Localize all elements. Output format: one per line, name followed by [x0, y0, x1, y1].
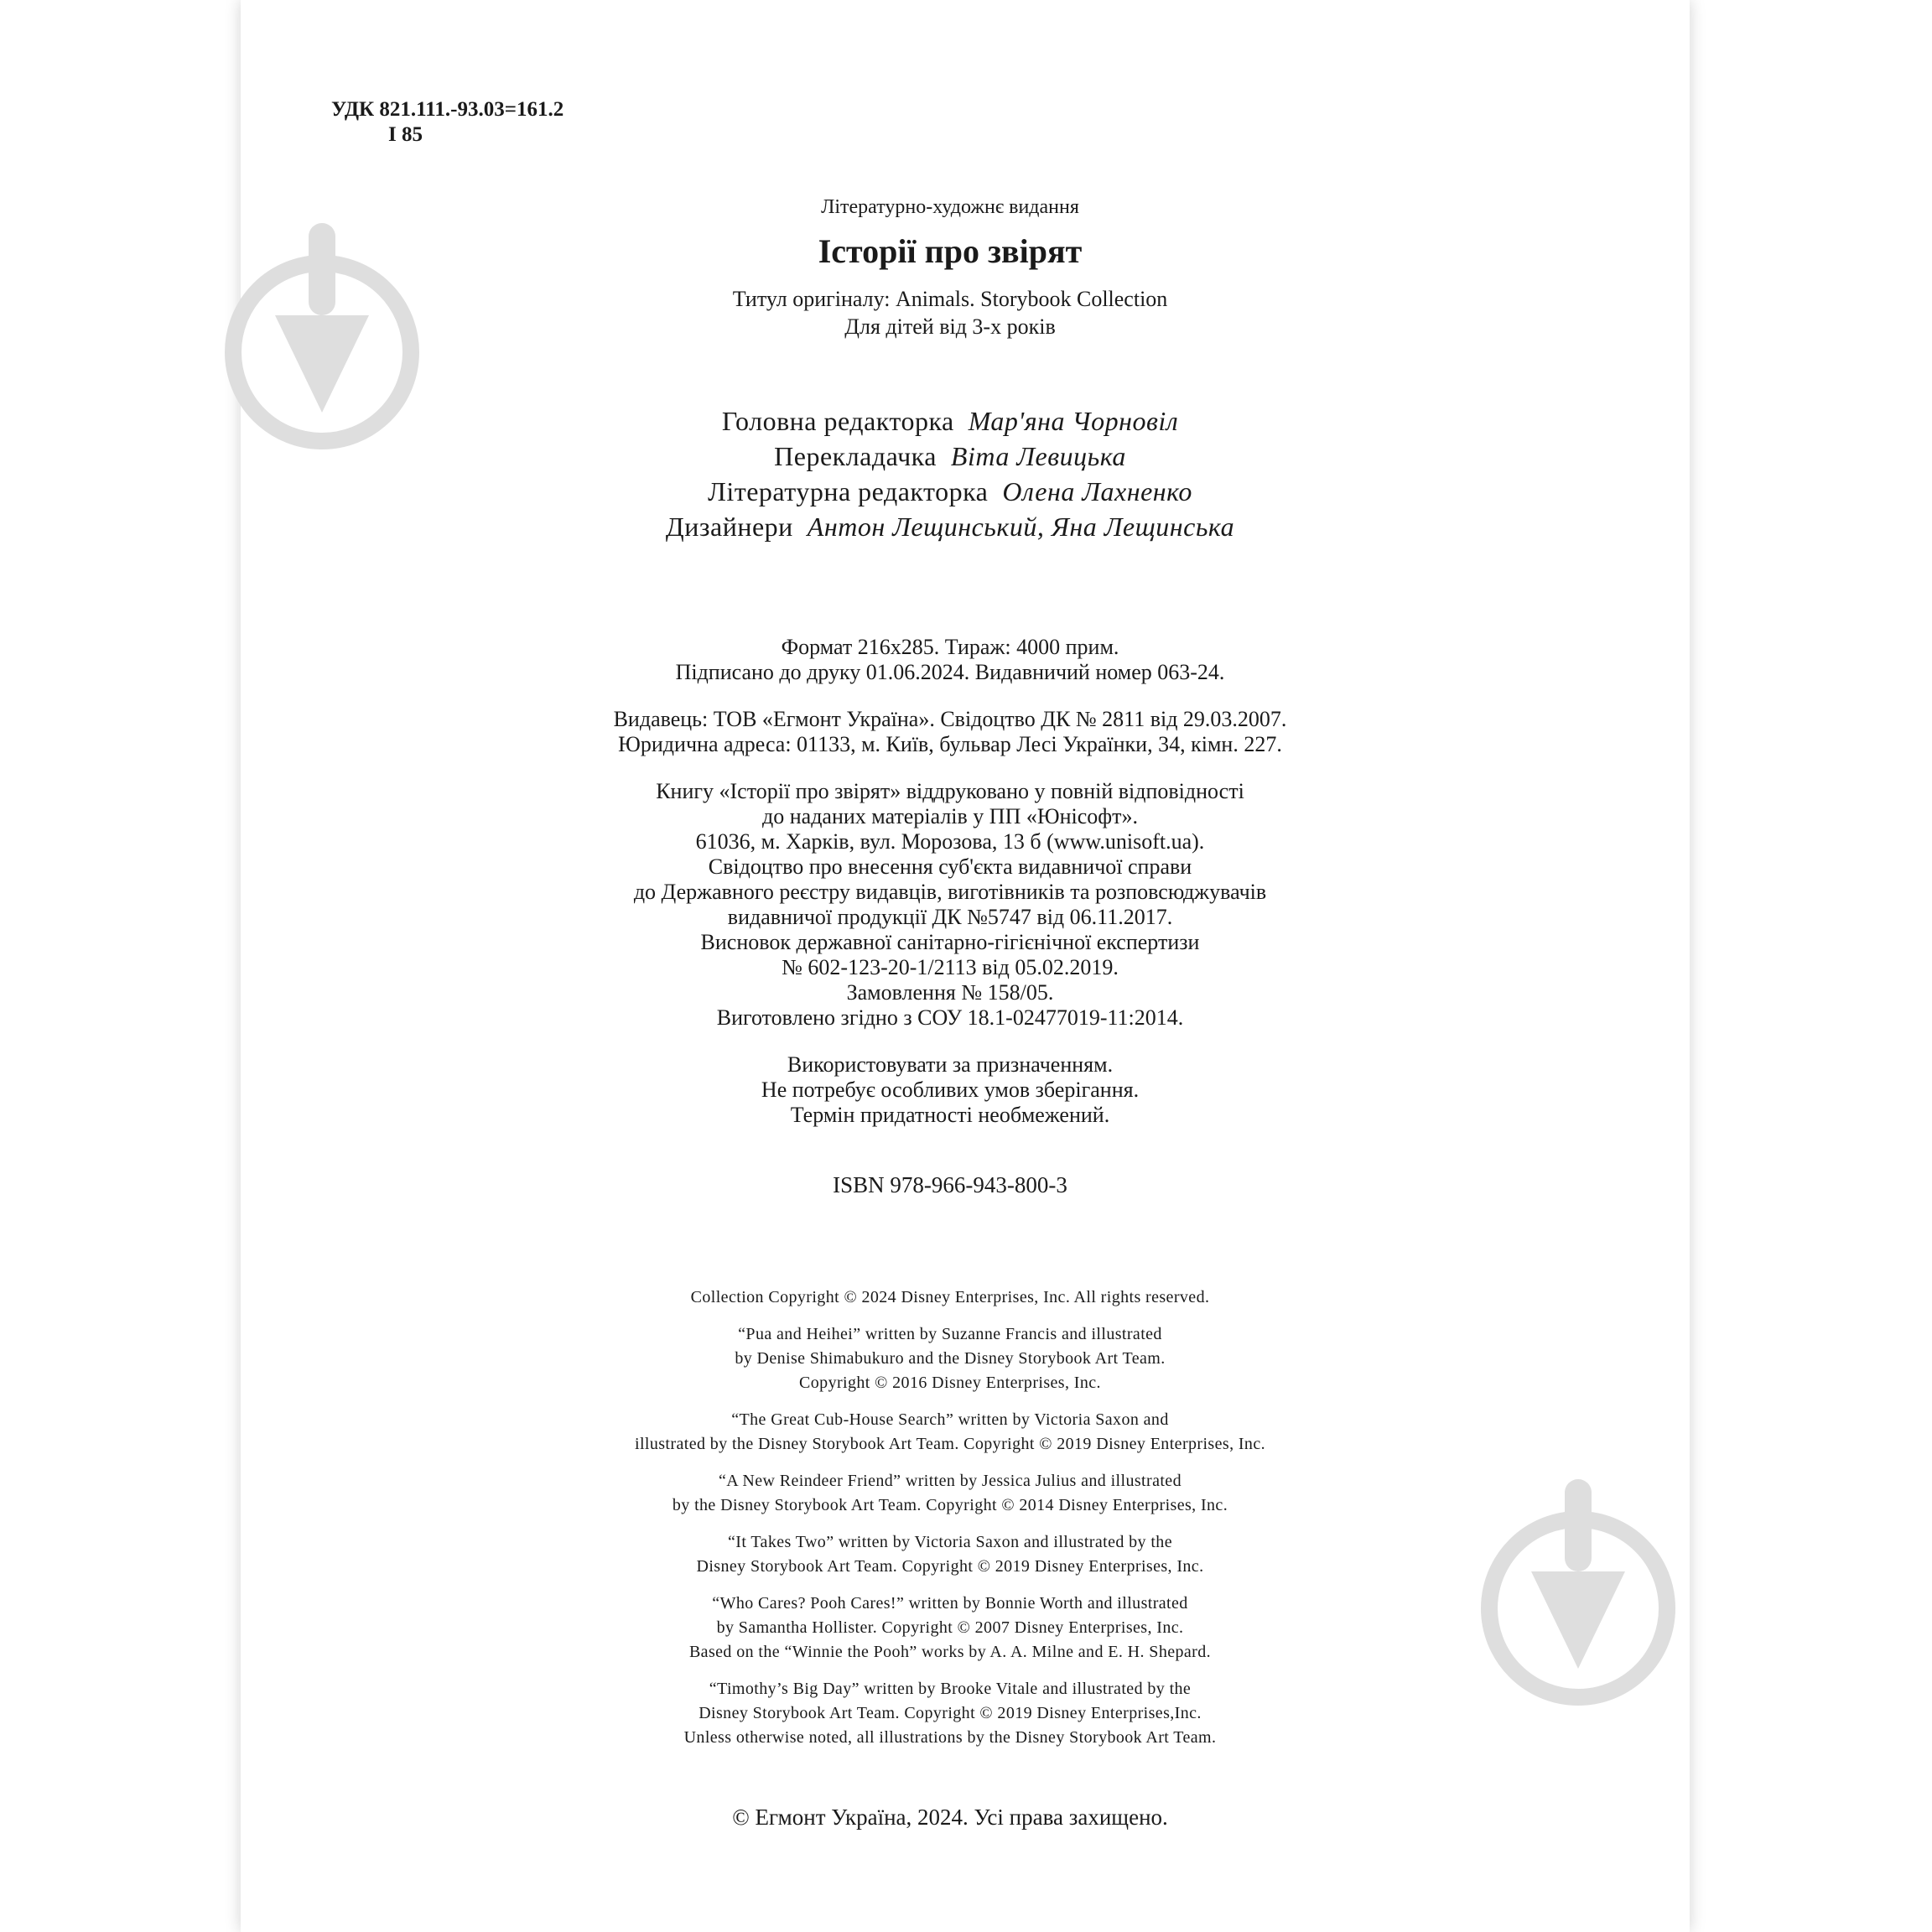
imprint-line: Термін придатності необмежений. [790, 1103, 1110, 1127]
edition-type: Літературно-художнє видання [821, 196, 1079, 218]
copyright-notices [0, 1285, 1916, 1763]
copyright-line: illustrated by the Disney Storybook Art Team. Copyright © 2019 Disney Enterprises, Inc. [634, 1435, 1266, 1453]
original-title-block [0, 285, 1916, 340]
credit-name: Олена Лахненко [1002, 476, 1192, 506]
imprint-line: 61036, м. Харків, вул. Морозова, 13 б (www.unisoft.ua). [695, 829, 1205, 854]
imprint-line: Замовлення № 158/05. [846, 980, 1054, 1005]
udk-index: І 85 [388, 123, 423, 146]
credits [0, 403, 1916, 544]
copyright-paragraph [0, 1592, 1916, 1665]
imprint-details [0, 635, 1916, 1150]
copyright-line: “The Great Cub-House Search” written by Victoria Saxon and [731, 1410, 1169, 1429]
credit-role: Літературна редакторка [708, 476, 989, 506]
credit-name: Антон Лещинський, Яна Лещинська [807, 512, 1235, 542]
copyright-line: “Timothy’s Big Day” written by Brooke Vitale and illustrated by the [709, 1680, 1192, 1698]
copyright-line: by Denise Shimabukuro and the Disney Storybook Art Team. [735, 1349, 1166, 1368]
copyright-paragraph [0, 1408, 1916, 1457]
credit-line [0, 403, 1916, 439]
copyright-line: Disney Storybook Art Team. Copyright © 2019 Disney Enterprises,Inc. [699, 1704, 1202, 1722]
imprint-paragraph [0, 707, 1916, 757]
copyright-line: Collection Copyright © 2024 Disney Enterprises, Inc. All rights reserved. [690, 1288, 1210, 1306]
copyright-line: by the Disney Storybook Art Team. Copyright © 2014 Disney Enterprises, Inc. [672, 1496, 1228, 1514]
book-title: Історії про звірят [818, 232, 1083, 270]
copyright-paragraph [0, 1285, 1916, 1310]
copyright-paragraph [0, 1677, 1916, 1750]
imprint-line: № 602-123-20-1/2113 від 05.02.2019. [782, 955, 1119, 979]
copyright-line: “A New Reindeer Friend” written by Jessica Julius and illustrated [719, 1472, 1182, 1490]
isbn: ISBN 978-966-943-800-3 [833, 1172, 1067, 1197]
imprint-line: видавничої продукції ДК №5747 від 06.11.2017. [727, 905, 1173, 929]
copyright-paragraph [0, 1469, 1916, 1518]
imprint-line: до наданих матеріалів у ПП «Юнісофт». [762, 804, 1138, 828]
copyright-line: Unless otherwise noted, all illustrations by the Disney Storybook Art Team. [683, 1728, 1217, 1747]
imprint-line: Виготовлено згідно з СОУ 18.1-02477019-11:2014. [716, 1005, 1184, 1030]
credit-name: Мар'яна Чорновіл [968, 406, 1179, 436]
credit-role: Головна редакторка [721, 406, 954, 436]
imprint-line: Підписано до друку 01.06.2024. Видавничий номер 063-24. [675, 660, 1225, 684]
copyright-line: “It Takes Two” written by Victoria Saxon and illustrated by the [728, 1533, 1172, 1551]
copyright-paragraph [0, 1322, 1916, 1395]
copyright-line: Copyright © 2016 Disney Enterprises, Inc. [799, 1374, 1101, 1392]
credit-name: Віта Левицька [950, 441, 1126, 471]
imprint-line: Видавець: ТОВ «Егмонт Україна». Свідоцтво ДК № 2811 від 29.03.2007. [613, 707, 1287, 731]
imprint-line: Використовувати за призначенням. [787, 1052, 1114, 1077]
copyright-line: Disney Storybook Art Team. Copyright © 2019 Disney Enterprises, Inc. [696, 1557, 1204, 1576]
imprint-line: Свідоцтво про внесення суб'єкта видавничої справи [708, 854, 1192, 879]
publisher-copyright: © Егмонт Україна, 2024. Усі права захищено. [732, 1805, 1168, 1830]
imprint-line: до Державного реєстру видавців, виготівників та розповсюджувачів [633, 880, 1267, 904]
credit-line [0, 439, 1916, 474]
copyright-line: Based on the “Winnie the Pooh” works by A. A. Milne and E. H. Shepard. [688, 1643, 1212, 1661]
credit-role: Дизайнери [665, 512, 793, 542]
imprint-line: Не потребує особливих умов зберігання. [761, 1078, 1140, 1102]
imprint-line: Формат 216х285. Тираж: 4000 прим. [781, 635, 1119, 659]
credit-line [0, 509, 1916, 544]
copyright-paragraph [0, 1530, 1916, 1579]
copyright-line: by Samantha Hollister. Copyright © 2007 Disney Enterprises, Inc. [716, 1618, 1184, 1637]
imprint-paragraph [0, 1052, 1916, 1128]
credit-role: Перекладачка [774, 441, 937, 471]
imprint-paragraph [0, 635, 1916, 685]
udk-code [331, 97, 564, 148]
copyright-line: “Pua and Heihei” written by Suzanne Francis and illustrated [738, 1325, 1162, 1343]
credit-line [0, 474, 1916, 509]
imprint-line: Юридична адреса: 01133, м. Київ, бульвар Лесі Українки, 34, кімн. 227. [618, 732, 1282, 756]
original-title: Титул оригіналу: Animals. Storybook Collection [732, 287, 1168, 311]
imprint-line: Висновок державної санітарно-гігієнічної експертизи [700, 930, 1200, 954]
imprint-line: Книгу «Історії про звірят» віддруковано у повній відповідності [656, 779, 1244, 803]
age-rating: Для дітей від 3-х років [844, 314, 1056, 339]
imprint-paragraph [0, 779, 1916, 1031]
copyright-line: “Who Cares? Pooh Cares!” written by Bonnie Worth and illustrated [712, 1594, 1188, 1613]
udk-line: УДК 821.111.-93.03=161.2 [331, 98, 564, 121]
